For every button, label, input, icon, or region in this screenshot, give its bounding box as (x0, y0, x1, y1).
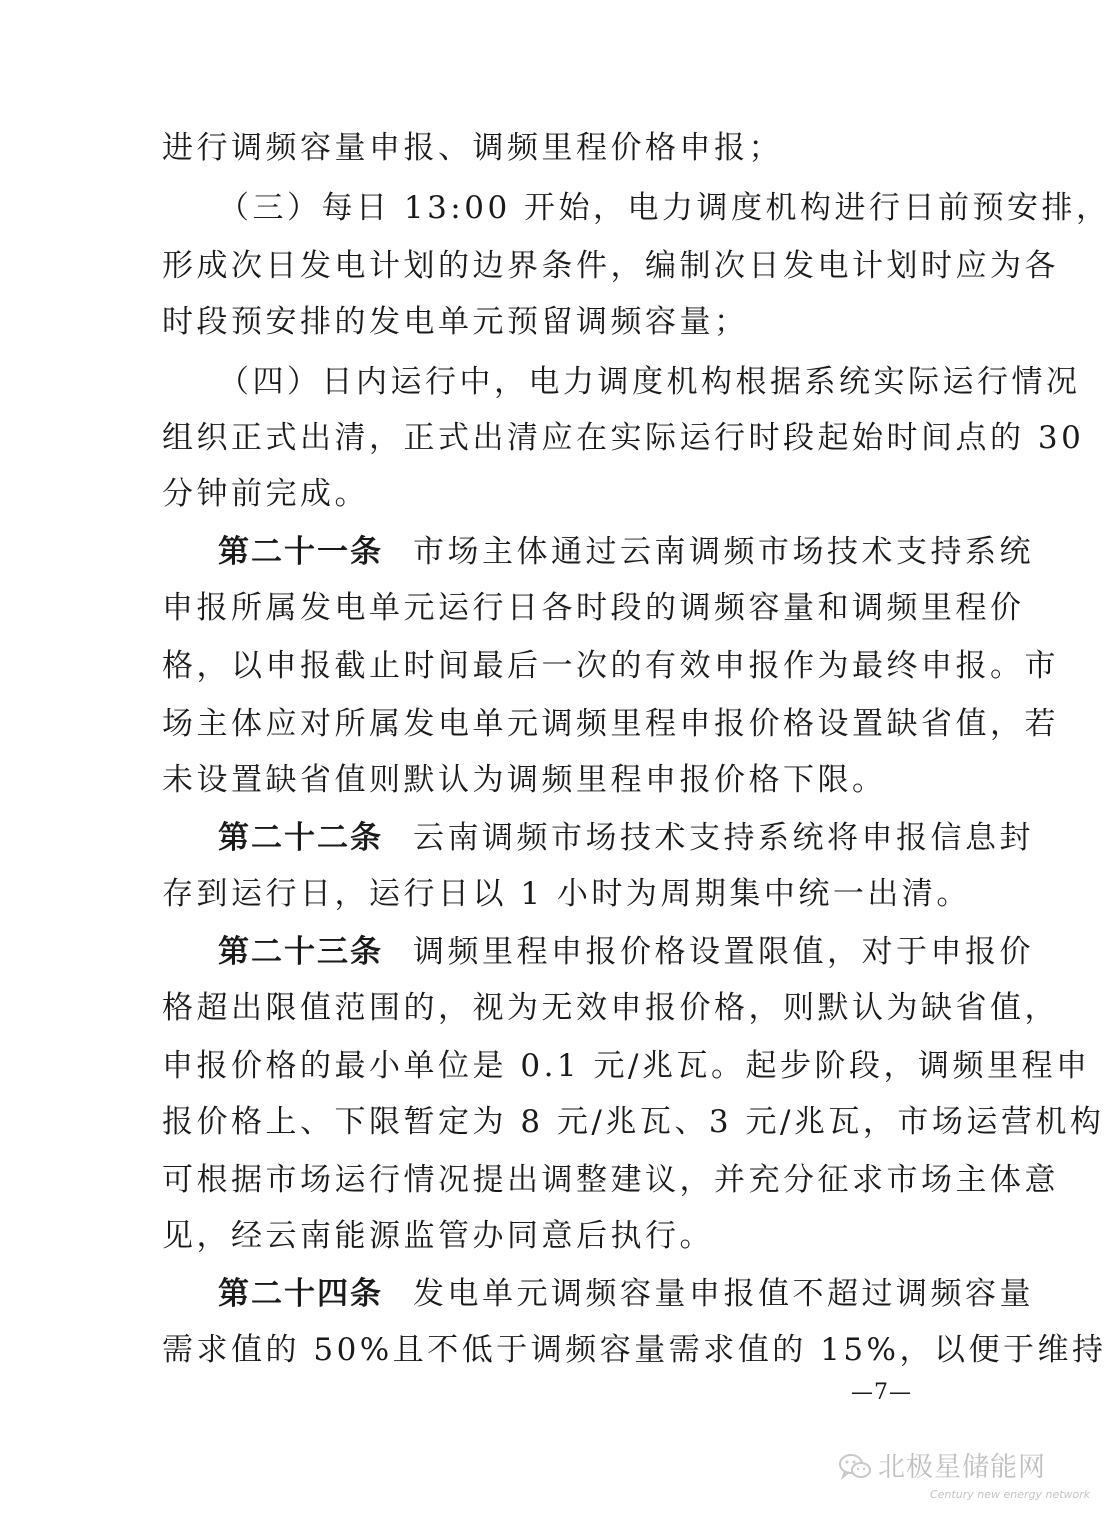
article-22-first-line (162, 808, 1034, 868)
text-line: 存到运行日，运行日以 1 小时为周期集中统一出清。 (162, 876, 971, 912)
article-22-label: 第二十二条 (218, 820, 383, 856)
text-line: 分钟前完成。 (162, 476, 369, 512)
text-line: 可根据市场运行情况提出调整建议，并充分征求市场主体意 (162, 1162, 1059, 1198)
text-line: 需求值的 50%且不低于调频容量需求值的 15%，以便于维持 (162, 1332, 1107, 1368)
article-24-label: 第二十四条 (218, 1276, 383, 1312)
text-segment: 调频里程申报价格设置限值，对于申报价 (413, 934, 1034, 970)
text-line: 申报价格的最小单位是 0.1 元/兆瓦。起步阶段，调频里程申 (162, 1048, 1091, 1084)
article-21-first-line (162, 522, 1034, 582)
wechat-icon (838, 1452, 872, 1482)
article-21-label: 第二十一条 (218, 534, 383, 570)
article-23-label: 第二十三条 (218, 934, 383, 970)
watermark-subtext: Century new energy network (930, 1488, 1091, 1501)
text-line: 组织正式出清，正式出清应在实际运行时段起始时间点的 30 (162, 420, 1085, 456)
article-24-first-line (162, 1264, 1034, 1324)
text-segment: 发电单元调频容量申报值不超过调频容量 (413, 1276, 1034, 1312)
text-segment: 云南调频市场技术支持系统将申报信息封 (413, 820, 1034, 856)
text-line: 格，以申报截止时间最后一次的有效申报作为最终申报。市 (162, 648, 1059, 684)
text-line: 时段预安排的发电单元预留调频容量； (162, 304, 749, 340)
text-line: 进行调频容量申报、调频里程价格申报； (162, 130, 783, 166)
text-line: 见，经云南能源监管办同意后执行。 (162, 1218, 714, 1254)
watermark (838, 1448, 1091, 1518)
article-23-first-line (162, 922, 1034, 982)
text-line: 场主体应对所属发电单元调频里程申报价格设置缺省值，若 (162, 706, 1059, 742)
page-number: —7— (851, 1380, 912, 1405)
text-line: 报价格上、下限暂定为 8 元/兆瓦、3 元/兆瓦，市场运营机构 (162, 1104, 1105, 1140)
text-line: （四）日内运行中，电力调度机构根据系统实际运行情况 (218, 364, 1081, 400)
text-line: 格超出限值范围的，视为无效申报价格，则默认为缺省值， (162, 990, 1059, 1026)
text-line: 未设置缺省值则默认为调频里程申报价格下限。 (162, 762, 887, 798)
watermark-text: 北极星储能网 (878, 1452, 1046, 1483)
text-line: 申报所属发电单元运行日各时段的调频容量和调频里程价 (162, 590, 1025, 626)
text-line: （三）每日 13:00 开始，电力调度机构进行日前预安排， (218, 190, 1111, 226)
text-segment: 市场主体通过云南调频市场技术支持系统 (413, 534, 1034, 570)
text-line: 形成次日发电计划的边界条件，编制次日发电计划时应为各 (162, 248, 1059, 284)
